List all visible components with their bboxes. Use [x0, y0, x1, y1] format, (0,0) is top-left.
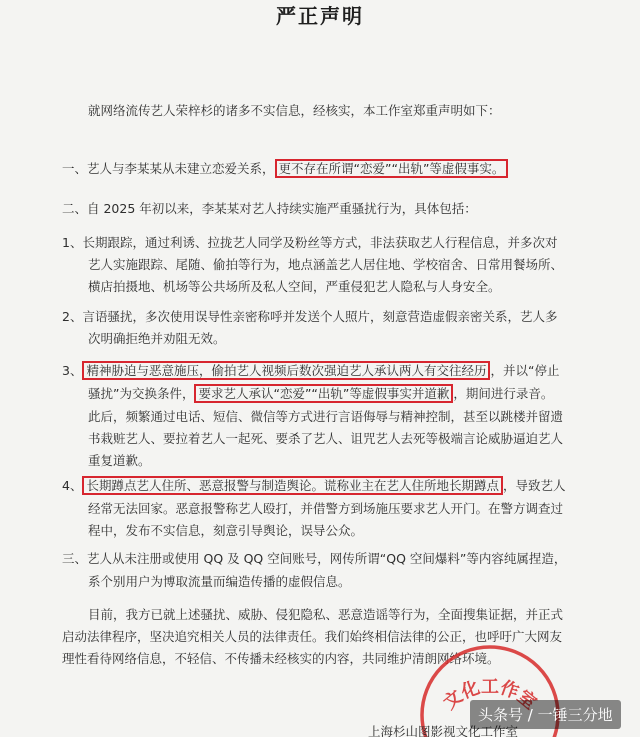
highlight-box-section-1: 更不存在所谓“恋爱”“出轨”等虚假事实。 — [275, 159, 509, 178]
section-2-item-4-line-2: 经常无法回家。恶意报警称艺人殴打，并借警方到场施压要求艺人开门。在警方调查过 — [88, 501, 564, 516]
section-2-item-1-line-3: 横店拍摄地、机场等公共场所及私人空间，严重侵犯艺人隐私与人身安全。 — [88, 279, 501, 294]
issuer-signature: 上海杉山图影视文化工作室 — [368, 724, 519, 737]
seal-lettering: 文化工作室 — [439, 676, 541, 714]
section-2-item-3-line-5: 重复道歉。 — [88, 453, 151, 468]
section-2-item-2-line-1: 2、言语骚扰，多次使用误导性亲密称呼并发送个人照片，刻意营造虚假亲密关系，艺人多 — [62, 309, 558, 324]
item-3-line-2-tail: ，期间进行录音。 — [453, 386, 554, 401]
closing-line-1: 目前，我方已就上述骚扰、威胁、侵犯隐私、恶意造谣等行为，全面搜集证据，并正式 — [88, 607, 564, 622]
section-2-item-2-line-2: 次明确拒绝并劝阻无效。 — [88, 331, 226, 346]
section-1-text: 一、艺人与李某某从未建立恋爱关系， — [62, 161, 275, 176]
page-title: 严正声明 — [276, 4, 364, 28]
item-3-line-1-tail: ，并以“停止 — [490, 363, 560, 378]
section-2-heading: 二、自 2025 年初以来，李某某对艺人持续实施严重骚扰行为，具体包括： — [62, 201, 477, 216]
watermark-badge: 头条号 / 一锤三分地 — [470, 700, 621, 729]
item-3-number: 3、 — [62, 363, 83, 378]
highlight-box-item-4: 长期蹲点艺人住所、恶意报警与制造舆论。谎称业主在艺人住所地长期蹲点 — [82, 476, 503, 495]
intro-paragraph: 就网络流传艺人荣梓杉的诸多不实信息，经核实，本工作室郑重声明如下： — [88, 103, 501, 118]
highlight-box-item-3-b: 要求艺人承认“恋爱”“出轨”等虚假事实并道歉 — [194, 384, 453, 403]
section-3-line-1: 三、艺人从未注册或使用 QQ 及 QQ 空间账号，网传所谓“QQ 空间爆料”等内容纯属捏造， — [62, 551, 567, 566]
item-4-line-1-tail: ，导致艺人 — [502, 478, 566, 493]
section-2-item-4-line-1 — [62, 475, 565, 497]
section-2-item-1-line-1: 1、长期跟踪，通过利诱、拉拢艺人同学及粉丝等方式，非法获取艺人行程信息，并多次对 — [62, 235, 558, 250]
section-2-item-3-line-3: 此后，频繁通过电话、短信、微信等方式进行言语侮辱与精神控制，甚至以跳楼并留遗 — [88, 409, 564, 424]
highlight-box-item-3-a: 精神胁迫与恶意施压，偷拍艺人视频后数次强迫艺人承认两人有交往经历 — [82, 361, 490, 380]
item-3-line-2-head: 骚扰”为交换条件， — [88, 386, 195, 401]
section-2-item-3-line-2 — [88, 383, 553, 405]
section-2-item-3-line-4: 书栽赃艺人、要拉着艺人一起死、要杀了艺人、诅咒艺人去死等极端言论威胁逼迫艺人 — [88, 431, 564, 446]
closing-line-3: 理性看待网络信息，不轻信、不传播未经核实的内容，共同维护清朗网络环境。 — [62, 651, 500, 666]
section-2-item-3-line-1 — [62, 360, 559, 382]
section-3-line-2: 系个别用户为博取流量而编造传播的虚假信息。 — [88, 574, 351, 589]
item-4-number: 4、 — [62, 478, 83, 493]
section-1 — [62, 158, 508, 180]
section-2-item-4-line-3: 程中，发布不实信息，刻意引导舆论，误导公众。 — [88, 523, 364, 538]
closing-line-2: 启动法律程序，坚决追究相关人员的法律责任。我们始终相信法律的公正，也呼吁广大网友 — [62, 629, 563, 644]
section-2-item-1-line-2: 艺人实施跟踪、尾随、偷拍等行为，地点涵盖艺人居住地、学校宿舍、日常用餐场所、 — [88, 257, 564, 272]
